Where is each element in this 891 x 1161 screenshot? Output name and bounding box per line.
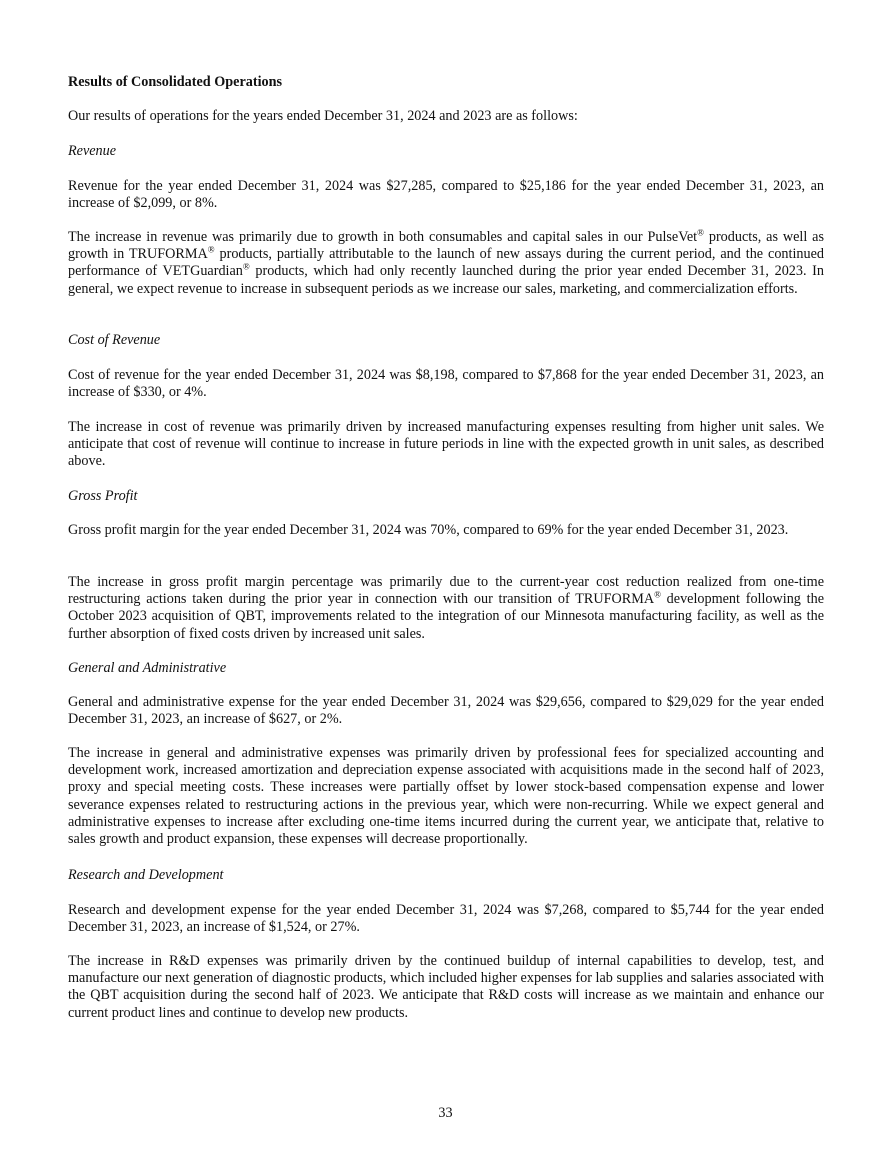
page-number: 33 — [438, 1105, 453, 1121]
subheading-general-admin: General and Administrative — [68, 660, 227, 676]
general-admin-paragraph-1: General and administrative expense for the year ended December 31, 2024 was $29,656, compared to $29,029 for the year ended December 31, 2023, an increase of $627, or 2%. — [68, 694, 824, 728]
registered-mark: ® — [654, 589, 661, 600]
subheading-revenue: Revenue — [68, 143, 117, 159]
revenue-p2-text-c: products, partially attributable to the launch of new assays during the current period, and the continued performance of VETGuardian — [68, 246, 824, 280]
revenue-paragraph-2 — [68, 229, 824, 298]
gross-profit-p2-text-b: development following the October 2023 acquisition of QBT, improvements related to the integration of our Minnesota manufacturing facility, as well as the further absorption of fixed costs driven by increased unit sales. — [68, 591, 824, 642]
subheading-cost-of-revenue: Cost of Revenue — [68, 332, 161, 348]
revenue-paragraph-1: Revenue for the year ended December 31, 2024 was $27,285, compared to $25,186 for the year ended December 31, 2023, an increase of $2,099, or 8%. — [68, 178, 824, 212]
gross-profit-paragraph-2 — [68, 574, 824, 643]
revenue-p2-text-b: products, as well as growth in TRUFORMA — [68, 229, 824, 263]
cost-of-revenue-paragraph-2: The increase in cost of revenue was primarily driven by increased manufacturing expenses resulting from higher unit sales. We anticipate that cost of revenue will continue to increase in future periods in line with the expected growth in unit sales, as described above. — [68, 419, 824, 470]
research-dev-paragraph-2: The increase in R&D expenses was primarily driven by the continued buildup of internal capabilities to develop, test, and manufacture our next generation of diagnostic products, which included higher expenses for lab supplies and salaries associated with the QBT acquisition during the second half of 2023. We anticipate that R&D costs will increase as we maintain and enhance our current product lines and continue to develop new products. — [68, 953, 824, 1021]
revenue-p2-text-a: The increase in revenue was primarily due to growth in both consumables and capital sales in our PulseVet — [68, 229, 698, 245]
general-admin-paragraph-2: The increase in general and administrative expenses was primarily driven by professional fees for specialized accounting and development work, increased amortization and depreciation expense associated with acquisitions made in the second half of 2023, proxy and special meeting costs. These increases were partially offset by lower stock-based compensation expense and lower severance expenses related to restructuring actions in the previous year, which were non-recurring. While we expect general and administrative expenses to increase after excluding one-time items incurred during the current year, we anticipate that, relative to sales growth and product expansion, these expenses will decrease proportionally. — [68, 745, 824, 848]
research-dev-paragraph-1: Research and development expense for the year ended December 31, 2024 was $7,268, compared to $5,744 for the year ended December 31, 2023, an increase of $1,524, or 27%. — [68, 902, 824, 936]
registered-mark: ® — [242, 261, 250, 272]
registered-mark: ® — [697, 227, 704, 238]
registered-mark: ® — [207, 244, 215, 255]
gross-profit-paragraph-1: Gross profit margin for the year ended December 31, 2024 was 70%, compared to 69% for the year ended December 31, 2023. — [68, 522, 789, 538]
revenue-p2-text-d: products, which had only recently launched during the prior year ended December 31, 2023. In general, we expect revenue to increase in subsequent periods as we increase our sales, marketing, and commercialization efforts. — [68, 263, 824, 297]
cost-of-revenue-paragraph-1: Cost of revenue for the year ended December 31, 2024 was $8,198, compared to $7,868 for the year ended December 31, 2023, an increase of $330, or 4%. — [68, 367, 824, 401]
intro-paragraph: Our results of operations for the years ended December 31, 2024 and 2023 are as follows: — [68, 108, 578, 124]
subheading-gross-profit: Gross Profit — [68, 488, 138, 504]
gross-profit-p2-text-a: The increase in gross profit margin percentage was primarily due to the current-year cost reduction realized from one-time restructuring actions taken during the prior year in connection with our transition of TRUFORMA — [68, 574, 824, 608]
section-heading: Results of Consolidated Operations — [68, 74, 283, 90]
subheading-research-dev: Research and Development — [68, 867, 224, 883]
